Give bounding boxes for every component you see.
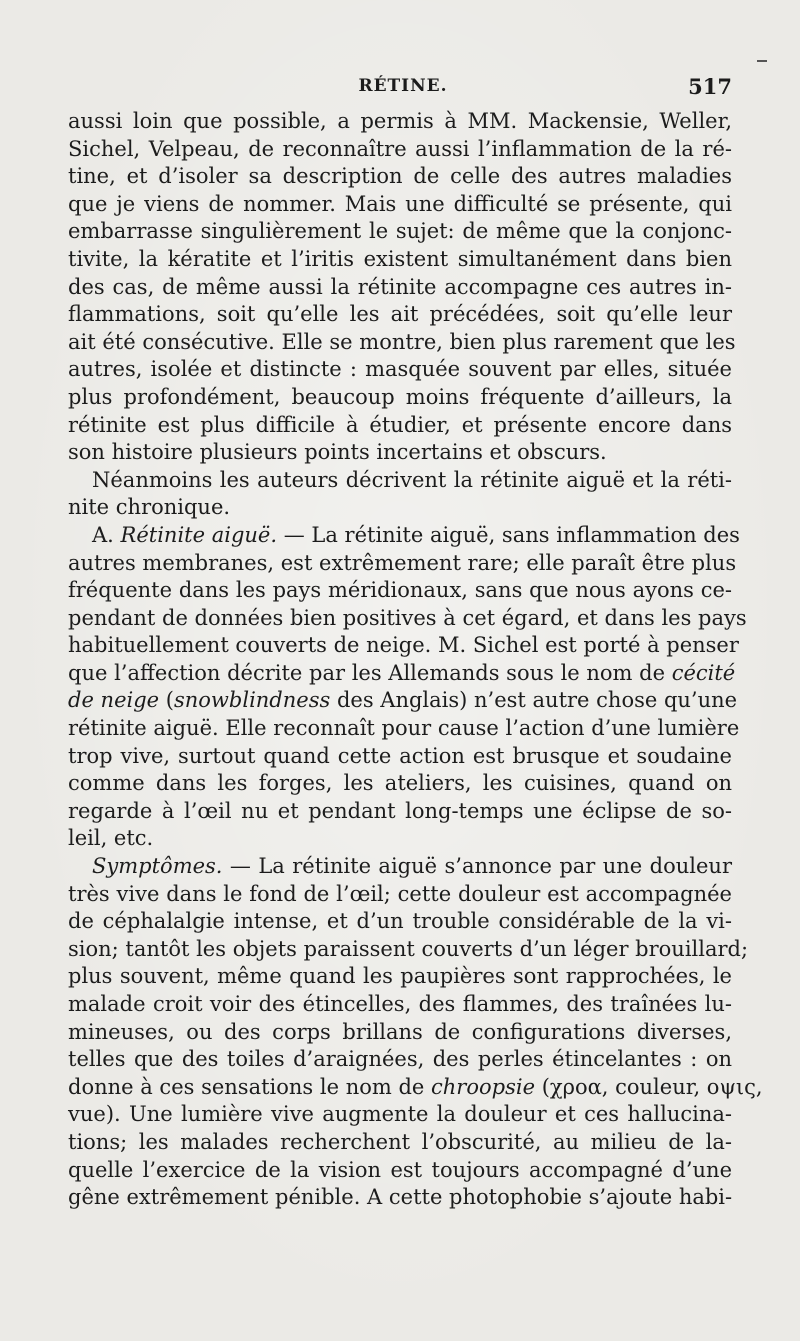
text-line <box>68 522 740 550</box>
text-line <box>68 1157 732 1185</box>
line-text: — La rétinite aiguë, sans inflammation des <box>283 522 740 547</box>
line-text: des cas, de même aussi la rétinite accompagne ces autres in- <box>68 274 732 299</box>
text-line <box>68 660 736 688</box>
line-text: sion; tantôt les objets paraissent couverts d’un léger brouillard; <box>68 936 749 961</box>
text-line <box>68 715 740 743</box>
text-line <box>68 743 732 771</box>
text-line <box>68 274 732 302</box>
text-line <box>68 412 732 440</box>
line-text: que l’affection décrite par les Allemands sous le nom de <box>68 660 666 685</box>
line-text: A. <box>92 522 114 547</box>
line-text: autres, isolée et distincte : masquée souvent par elles, située <box>68 357 732 382</box>
text-line <box>68 632 739 660</box>
line-text: habituellement couverts de neige. M. Sichel est porté à penser <box>68 633 739 658</box>
text-line <box>68 1101 732 1129</box>
text-line <box>68 136 732 164</box>
text-line <box>68 1019 732 1047</box>
line-text: gêne extrêmement pénible. A cette photophobie s’ajoute habi- <box>68 1185 733 1210</box>
page-header <box>68 74 732 104</box>
page-number: 517 <box>688 74 732 99</box>
line-text: plus profondément, beaucoup moins fréquente d’ailleurs, la <box>68 384 732 409</box>
text-line <box>68 770 732 798</box>
line-text: leil, etc. <box>68 826 154 851</box>
text-line <box>68 356 732 384</box>
text-line <box>68 1129 732 1157</box>
line-text: de céphalalgie intense, et d’un trouble considérable de la vi- <box>68 909 732 934</box>
text-line <box>68 301 732 329</box>
text-line <box>68 991 732 1019</box>
italic-text: snowblindness <box>173 688 331 713</box>
corner-mark <box>757 60 767 62</box>
line-text: flammations, soit qu’elle les ait précédées, soit qu’elle leur <box>68 302 732 327</box>
text-line <box>68 798 732 826</box>
line-text: son histoire plusieurs points incertains et obscurs. <box>68 440 607 465</box>
text-line <box>68 853 732 881</box>
text-line <box>68 218 732 246</box>
line-text: ait été consécutive. Elle se montre, bien plus rarement que les <box>68 329 736 354</box>
text-line <box>68 1074 763 1102</box>
text-line <box>68 687 738 715</box>
text-line <box>68 963 732 991</box>
text-line <box>68 577 732 605</box>
line-text: tions; les malades recherchent l’obscurité, au milieu de la- <box>68 1129 732 1154</box>
line-text: comme dans les forges, les ateliers, les cuisines, quand on <box>68 771 732 796</box>
text-line <box>68 494 732 522</box>
line-text: pendant de données bien positives à cet égard, et dans les pays <box>68 605 747 630</box>
line-text: que je viens de nommer. Mais une difficulté se présente, qui <box>68 191 732 216</box>
line-text: rétinite est plus difficile à étudier, et présente encore dans <box>68 412 732 437</box>
line-text: tine, et d’isoler sa description de celle des autres maladies <box>68 164 732 189</box>
line-text: Néanmoins les auteurs décrivent la rétinite aiguë et la réti- <box>92 467 732 492</box>
text-line <box>68 329 736 357</box>
line-text: autres membranes, est extrêmement rare; elle paraît être plus <box>68 550 737 575</box>
line-text: mineuses, ou des corps brillans de configurations diverses, <box>68 1019 732 1044</box>
line-text: Sichel, Velpeau, de reconnaître aussi l’inflammation de la ré- <box>68 136 732 161</box>
text-line <box>68 1046 732 1074</box>
text-line <box>68 108 732 136</box>
line-text: très vive dans le fond de l’œil; cette douleur est accompagnée <box>68 881 732 906</box>
italic-text: de neige <box>68 688 160 713</box>
italic-text: Rétinite aiguë. <box>120 522 278 547</box>
text-line <box>68 467 732 495</box>
text-line <box>68 384 732 412</box>
line-text: — La rétinite aiguë s’annonce par une douleur <box>229 854 732 879</box>
line-text: trop vive, surtout quand cette action est brusque et soudaine <box>68 743 732 768</box>
line-text: telles que des toiles d’araignées, des perles étincelantes : on <box>68 1047 732 1072</box>
italic-text: Symptômes. <box>92 854 223 879</box>
line-text: quelle l’exercice de la vision est toujours accompagné d’une <box>68 1157 732 1182</box>
line-text: aussi loin que possible, a permis à MM. Mackensie, Weller, <box>68 109 732 133</box>
italic-text: cécité <box>671 660 736 685</box>
running-head: RÉTINE. <box>358 76 448 96</box>
text-line <box>68 908 732 936</box>
line-text: des Anglais) n’est autre chose qu’une <box>336 688 738 713</box>
line-text: nite chronique. <box>68 495 231 520</box>
text-line <box>68 439 732 467</box>
text-line <box>68 550 737 578</box>
line-text: tivite, la kératite et l’iritis existent simultanément dans bien <box>68 246 732 271</box>
line-text: rétinite aiguë. Elle reconnaît pour cause l’action d’une lumière <box>68 716 740 741</box>
italic-text: chroopsie <box>431 1074 535 1099</box>
text-line <box>68 191 732 219</box>
body-text <box>68 108 763 1212</box>
text-line <box>68 163 732 191</box>
line-text: ( <box>165 688 174 713</box>
line-text: fréquente dans les pays méridionaux, sans que nous ayons ce- <box>68 578 732 603</box>
text-line <box>68 936 749 964</box>
line-text: malade croit voir des étincelles, des flammes, des traînées lu- <box>68 992 732 1016</box>
text-line <box>68 246 732 274</box>
line-text: vue). Une lumière vive augmente la douleur et ces hallucina- <box>68 1102 732 1127</box>
line-text: donne à ces sensations le nom de <box>68 1074 425 1099</box>
line-text: (χροα, couleur, οψις, <box>541 1074 763 1099</box>
text-line <box>68 825 732 853</box>
text-line <box>68 1184 732 1212</box>
text-line <box>68 881 732 909</box>
line-text: plus souvent, même quand les paupières sont rapprochées, le <box>68 964 732 989</box>
line-text: regarde à l’œil nu et pendant long-temps une éclipse de so- <box>68 798 732 823</box>
line-text: embarrasse singulièrement le sujet: de même que la conjonc- <box>68 219 732 244</box>
text-line <box>68 605 747 633</box>
